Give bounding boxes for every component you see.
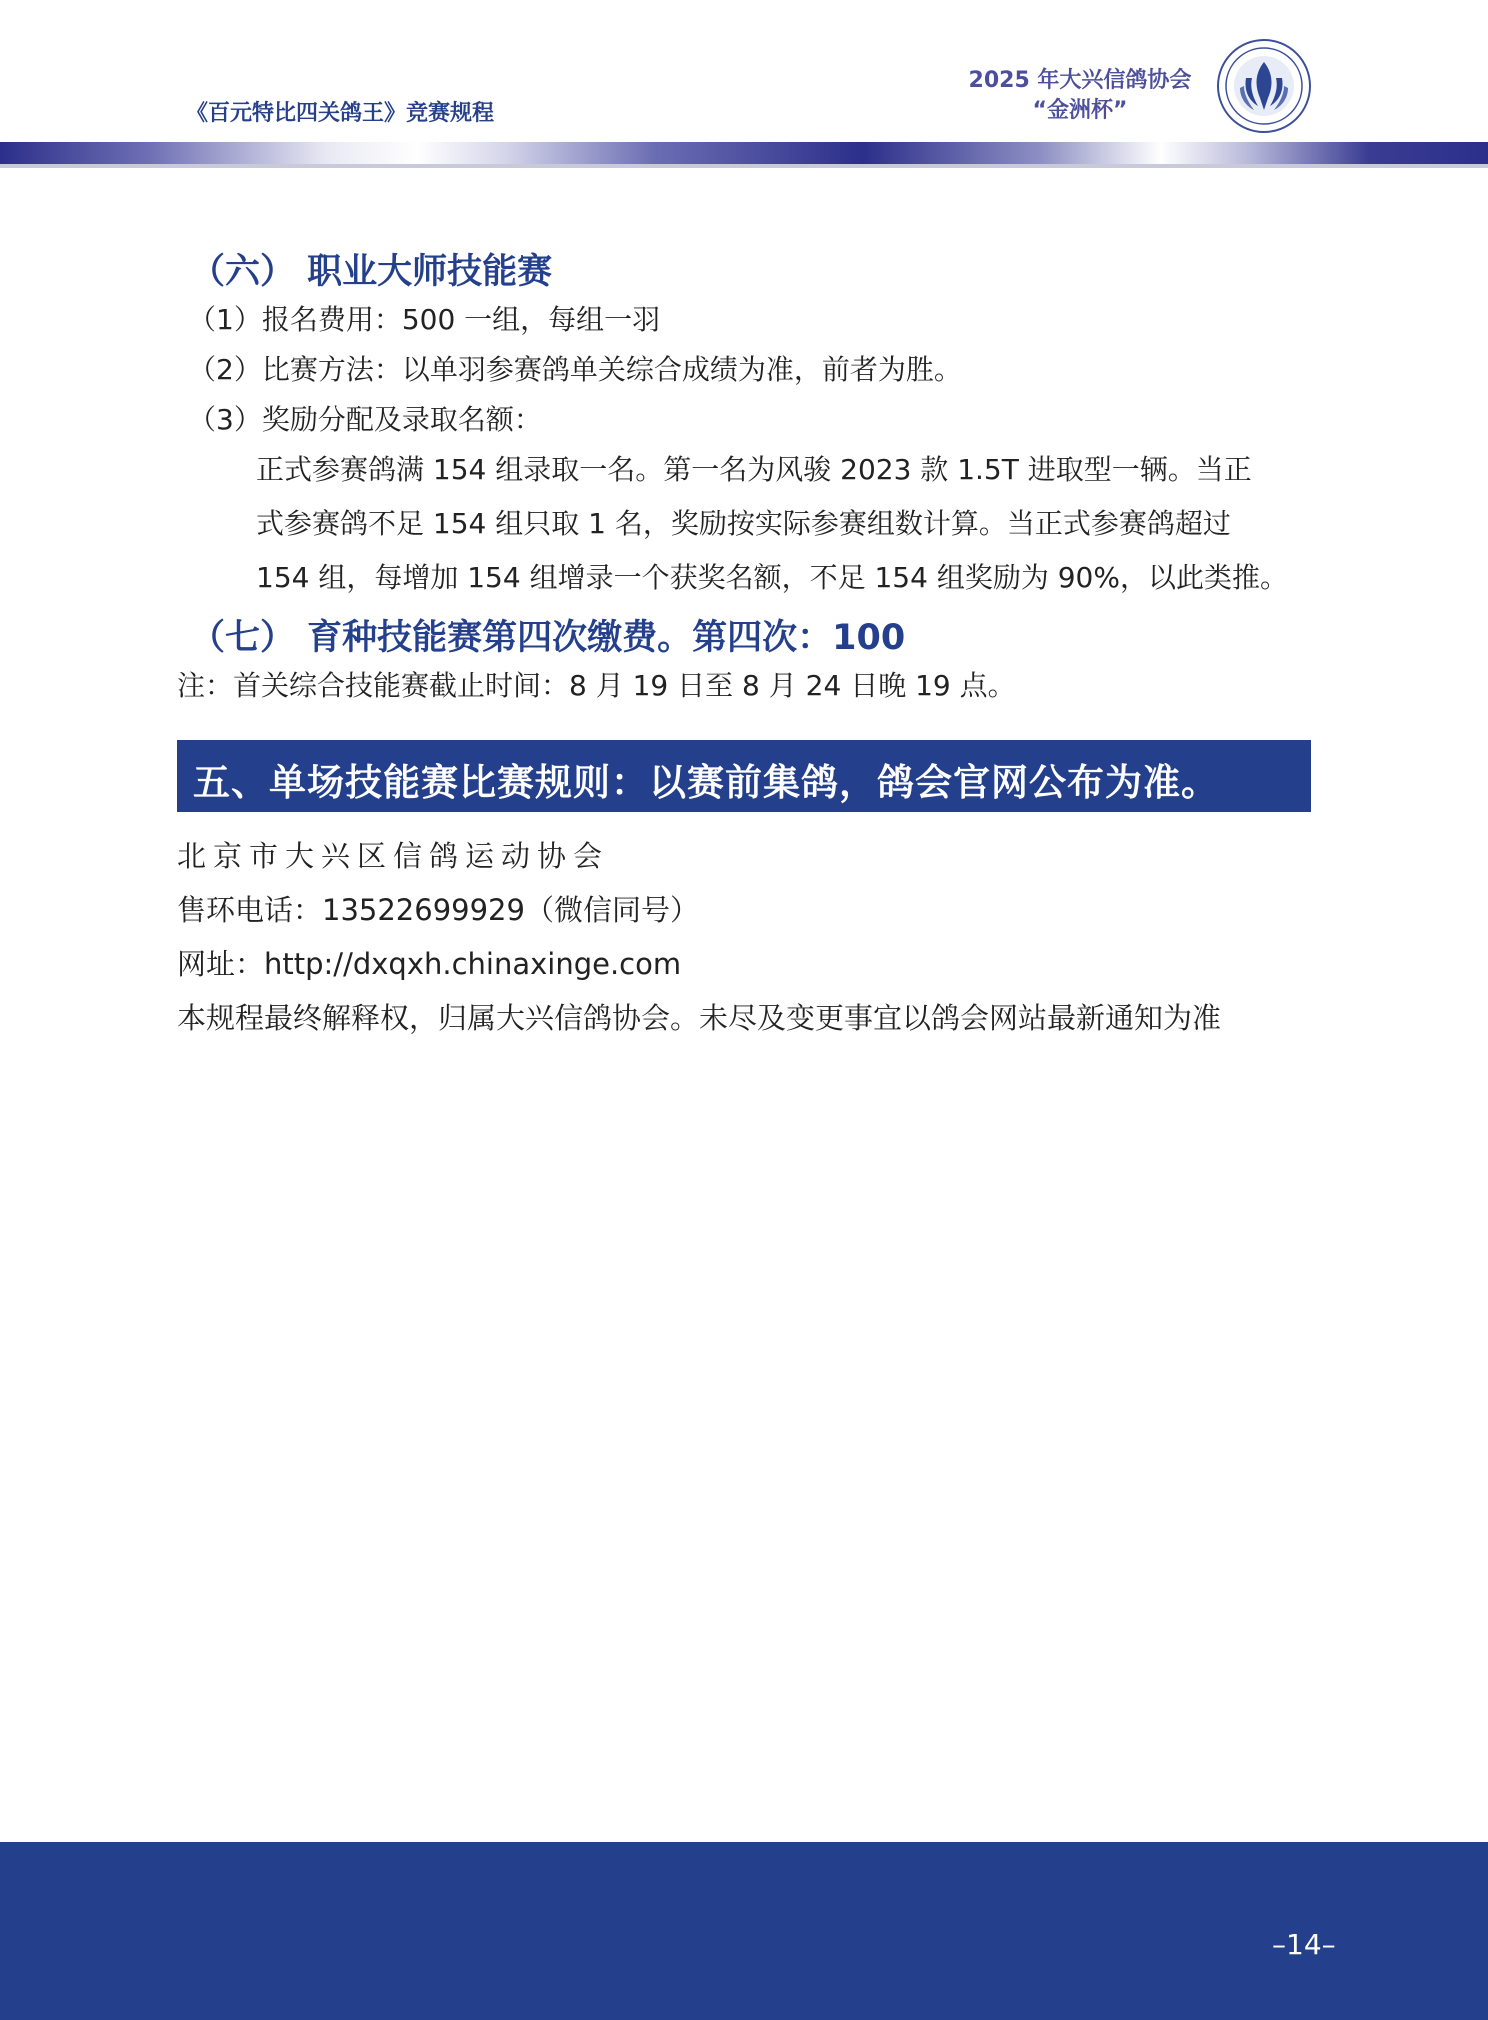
section7-note: 注：首关综合技能赛截止时间：8 月 19 日至 8 月 24 日晚 19 点。 (177, 669, 1016, 702)
header-decorative-bar (0, 142, 1488, 164)
section-banner-text: 五、单场技能赛比赛规则：以赛前集鸽，鸽会官网公布为准。 (193, 761, 1219, 804)
website-link[interactable]: 网址：http://dxqxh.chinaxinge.com (177, 947, 682, 981)
section-banner-5 (177, 740, 1311, 812)
document-title: 《百元特比四关鸽王》竞赛规程 (186, 101, 495, 126)
organization-name: 北京市大兴区信鸽运动协会 (177, 839, 610, 873)
disclaimer-text: 本规程最终解释权，归属大兴信鸽协会。未尽及变更事宜以鸽会网站最新通知为准 (177, 1001, 1222, 1035)
association-logo (1216, 38, 1312, 134)
section6-paragraph-line1: 正式参赛鸽满 154 组录取一名。第一名为风骏 2023 款 1.5T 进取型一辆。当正 (256, 453, 1252, 486)
page-number: –14– (1272, 1928, 1336, 1961)
association-title-line1: 2025 年大兴信鸽协会 (968, 68, 1192, 93)
section-heading-7: （七） 育种技能赛第四次缴费。第四次：100 (190, 618, 906, 658)
contact-phone: 售环电话：13522699929（微信同号） (177, 893, 699, 927)
section6-paragraph-line3: 154 组，每增加 154 组增录一个获奖名额，不足 154 组奖励为 90%，以此类推。 (256, 561, 1288, 594)
association-title-line2: “金洲杯” (1032, 98, 1128, 123)
section6-item-awards: （3）奖励分配及录取名额： (188, 403, 542, 436)
section-heading-6: （六） 职业大师技能赛 (190, 252, 553, 292)
section6-paragraph-line2: 式参赛鸽不足 154 组只取 1 名，奖励按实际参赛组数计算。当正式参赛鸽超过 (256, 507, 1231, 540)
association-title (940, 66, 1220, 126)
section6-item-fee: （1）报名费用：500 一组，每组一羽 (188, 303, 661, 336)
section6-item-method: （2）比赛方法：以单羽参赛鸽单关综合成绩为准，前者为胜。 (188, 353, 962, 386)
page-footer (0, 1842, 1488, 2020)
page-header (0, 0, 1488, 166)
